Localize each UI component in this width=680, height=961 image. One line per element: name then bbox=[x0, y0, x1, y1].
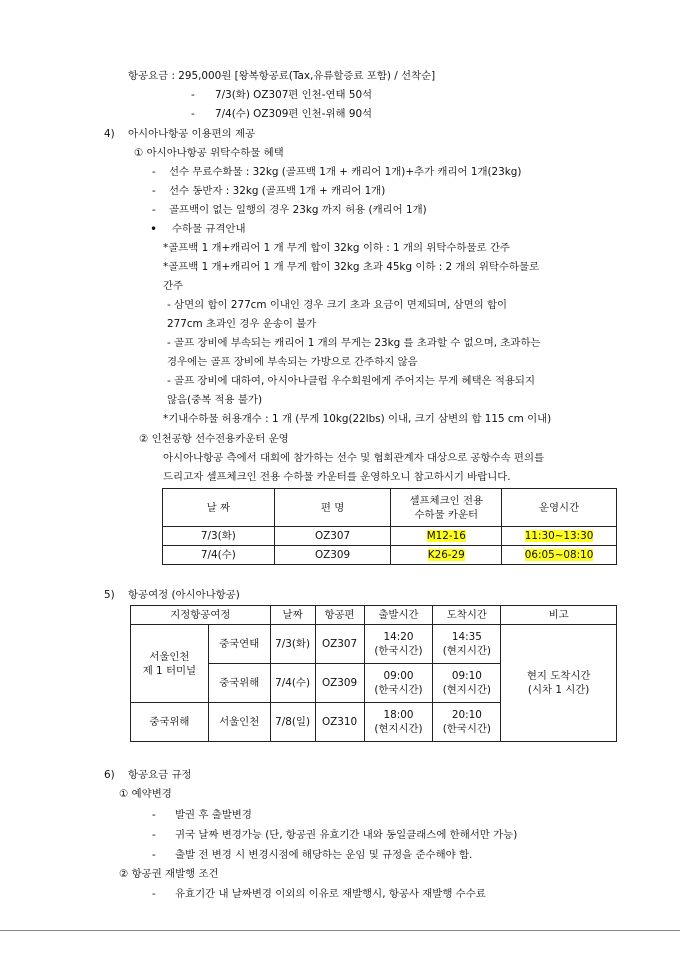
cell-departure: 18:00 (현지시간) bbox=[364, 703, 433, 742]
baggage-note: *골프백 1 개+캐리어 1 개 무게 합이 32kg 이하 : 1 개의 위탁수하물로 간주 bbox=[163, 242, 510, 254]
fare-flight-bullet: - bbox=[191, 108, 195, 120]
cell-flight: OZ309 bbox=[274, 546, 391, 565]
cell-hours bbox=[502, 527, 617, 546]
cell-arrival: 14:35 (현지시간) bbox=[433, 625, 501, 664]
cell-date: 7/3(화) bbox=[163, 527, 275, 546]
counter-description: 드리고자 셀프체크인 전용 수하물 카운터를 운영하오니 참고하시기 바랍니다. bbox=[163, 471, 511, 483]
table-header-row bbox=[163, 489, 617, 527]
dash-bullet: - bbox=[152, 166, 156, 178]
cell-origin: 서울인천 제 1 터미널 bbox=[131, 625, 209, 703]
fare-flight-bullet: - bbox=[191, 89, 195, 101]
counter-description: 아시아나항공 측에서 대회에 참가하는 선수 및 협회관계자 대상으로 공항수속 편의를 bbox=[163, 452, 545, 464]
fare-flight-item: 7/4(수) OZ309편 인천-위해 90석 bbox=[215, 108, 373, 120]
subsection-reservation-title: ① 예약변경 bbox=[119, 788, 172, 800]
itinerary-table bbox=[130, 605, 617, 742]
baggage-note: - 골프 장비에 부속되는 캐리어 1 개의 무게는 23kg 를 초과할 수 없으며, 초과하는 bbox=[167, 337, 541, 349]
header-arrival: 도착시간 bbox=[433, 606, 501, 625]
fare-line: 항공요금 : 295,000원 [왕복항공료(Tax,유류할증료 포함) / 선착순] bbox=[128, 70, 436, 82]
cell-flight: OZ310 bbox=[315, 703, 364, 742]
section-5-title: 항공여정 (아시아나항공) bbox=[128, 589, 240, 601]
bullet-dot-icon: • bbox=[150, 222, 158, 236]
baggage-spec-title: 수하물 규격안내 bbox=[172, 223, 246, 235]
cell-counter bbox=[391, 546, 502, 565]
cell-hours bbox=[502, 546, 617, 565]
cell-departure: 09:00 (한국시간) bbox=[364, 664, 433, 703]
table-row bbox=[131, 625, 617, 664]
dash-bullet: - bbox=[152, 888, 156, 900]
section-4-title: 아시아나항공 이용편의 제공 bbox=[128, 128, 256, 140]
baggage-item: 선수 무료수화물 : 32kg (골프백 1개 + 캐리어 1개)+추가 캐리어 1개(23kg) bbox=[169, 166, 522, 178]
header-date: 날짜 bbox=[270, 606, 315, 625]
page-bottom-rule bbox=[0, 930, 680, 931]
header-counter: 셀프체크인 전용 수하물 카운터 bbox=[391, 489, 502, 527]
counter-highlight: M12-16 bbox=[426, 530, 466, 542]
baggage-note: - 삼면의 합이 277cm 이내인 경우 크기 초과 요금이 면제되며, 삼면의 합이 bbox=[167, 299, 508, 311]
table-header-row bbox=[131, 606, 617, 625]
section-6-number: 6) bbox=[104, 769, 115, 781]
section-5-number: 5) bbox=[104, 589, 115, 601]
rule-item: 유효기간 내 날짜변경 이외의 이유로 재발행시, 항공사 재발행 수수료 bbox=[175, 888, 486, 900]
cell-departure: 14:20 (한국시간) bbox=[364, 625, 433, 664]
rule-item: 발권 후 출발변경 bbox=[175, 809, 252, 821]
cell-date: 7/3(화) bbox=[270, 625, 315, 664]
cell-remarks: 현지 도착시간 (시차 1 시간) bbox=[501, 625, 617, 742]
header-departure: 출발시간 bbox=[364, 606, 433, 625]
header-flight: 편 명 bbox=[274, 489, 391, 527]
counter-highlight: K26-29 bbox=[427, 549, 465, 561]
cell-arrival: 09:10 (현지시간) bbox=[433, 664, 501, 703]
rule-item: 출발 전 변경 시 변경시점에 해당하는 운임 및 규정을 준수해야 함. bbox=[175, 849, 473, 861]
header-hours: 운영시간 bbox=[502, 489, 617, 527]
baggage-note: 277cm 초과인 경우 운송이 불가 bbox=[167, 318, 317, 330]
cell-destination: 중국위해 bbox=[208, 664, 270, 703]
baggage-note: 않음(중복 적용 불가) bbox=[167, 394, 263, 406]
baggage-note: 경우에는 골프 장비에 부속되는 가방으로 간주하지 않음 bbox=[167, 356, 418, 368]
dash-bullet: - bbox=[152, 809, 156, 821]
cell-flight: OZ307 bbox=[315, 625, 364, 664]
dash-bullet: - bbox=[152, 829, 156, 841]
baggage-item: 선수 동반자 : 32kg (골프백 1개 + 캐리어 1개) bbox=[169, 185, 386, 197]
table-row bbox=[163, 527, 617, 546]
rule-item: 귀국 날짜 변경가능 (단, 항공권 유효기간 내와 동일클래스에 한해서만 가능) bbox=[175, 829, 518, 841]
dash-bullet: - bbox=[152, 849, 156, 861]
baggage-note: 간주 bbox=[163, 280, 184, 292]
counter-table bbox=[162, 488, 617, 565]
header-remarks: 비고 bbox=[501, 606, 617, 625]
hours-highlight: 06:05~08:10 bbox=[524, 549, 594, 561]
dash-bullet: - bbox=[152, 185, 156, 197]
baggage-note: *기내수하물 허용개수 : 1 개 (무게 10kg(22lbs) 이내, 크기 삼변의 합 115 cm 이내) bbox=[163, 413, 552, 425]
cell-destination: 서울인천 bbox=[208, 703, 270, 742]
dash-bullet: - bbox=[152, 204, 156, 216]
baggage-item: 골프백이 없는 일행의 경우 23kg 까지 허용 (캐리어 1개) bbox=[169, 204, 427, 216]
baggage-note: *골프백 1 개+캐리어 1 개 무게 합이 32kg 초과 45kg 이하 : 2 개의 위탁수하물로 bbox=[163, 261, 540, 273]
subsection-reissue-title: ② 항공권 재발행 조건 bbox=[119, 868, 219, 880]
fare-flight-item: 7/3(화) OZ307편 인천-연태 50석 bbox=[215, 89, 373, 101]
section-6-title: 항공요금 규정 bbox=[128, 769, 192, 781]
cell-arrival: 20:10 (한국시간) bbox=[433, 703, 501, 742]
cell-flight: OZ309 bbox=[315, 664, 364, 703]
cell-flight: OZ307 bbox=[274, 527, 391, 546]
cell-date: 7/8(일) bbox=[270, 703, 315, 742]
header-route: 지정항공여정 bbox=[131, 606, 271, 625]
cell-date: 7/4(수) bbox=[270, 664, 315, 703]
cell-counter bbox=[391, 527, 502, 546]
baggage-note: - 골프 장비에 대하여, 아시아나클럽 우수회원에게 주어지는 무게 혜택은 적용되지 bbox=[167, 375, 536, 387]
cell-date: 7/4(수) bbox=[163, 546, 275, 565]
section-4-number: 4) bbox=[104, 128, 115, 140]
table-row bbox=[163, 546, 617, 565]
header-date: 날 짜 bbox=[163, 489, 275, 527]
cell-destination: 중국연태 bbox=[208, 625, 270, 664]
header-flight: 항공편 bbox=[315, 606, 364, 625]
subsection-counter-title: ② 인천공항 선수전용카운터 운영 bbox=[139, 433, 289, 445]
cell-origin: 중국위해 bbox=[131, 703, 209, 742]
subsection-baggage-title: ① 아시아나항공 위탁수하물 혜택 bbox=[134, 147, 284, 159]
hours-highlight: 11:30~13:30 bbox=[524, 530, 594, 542]
